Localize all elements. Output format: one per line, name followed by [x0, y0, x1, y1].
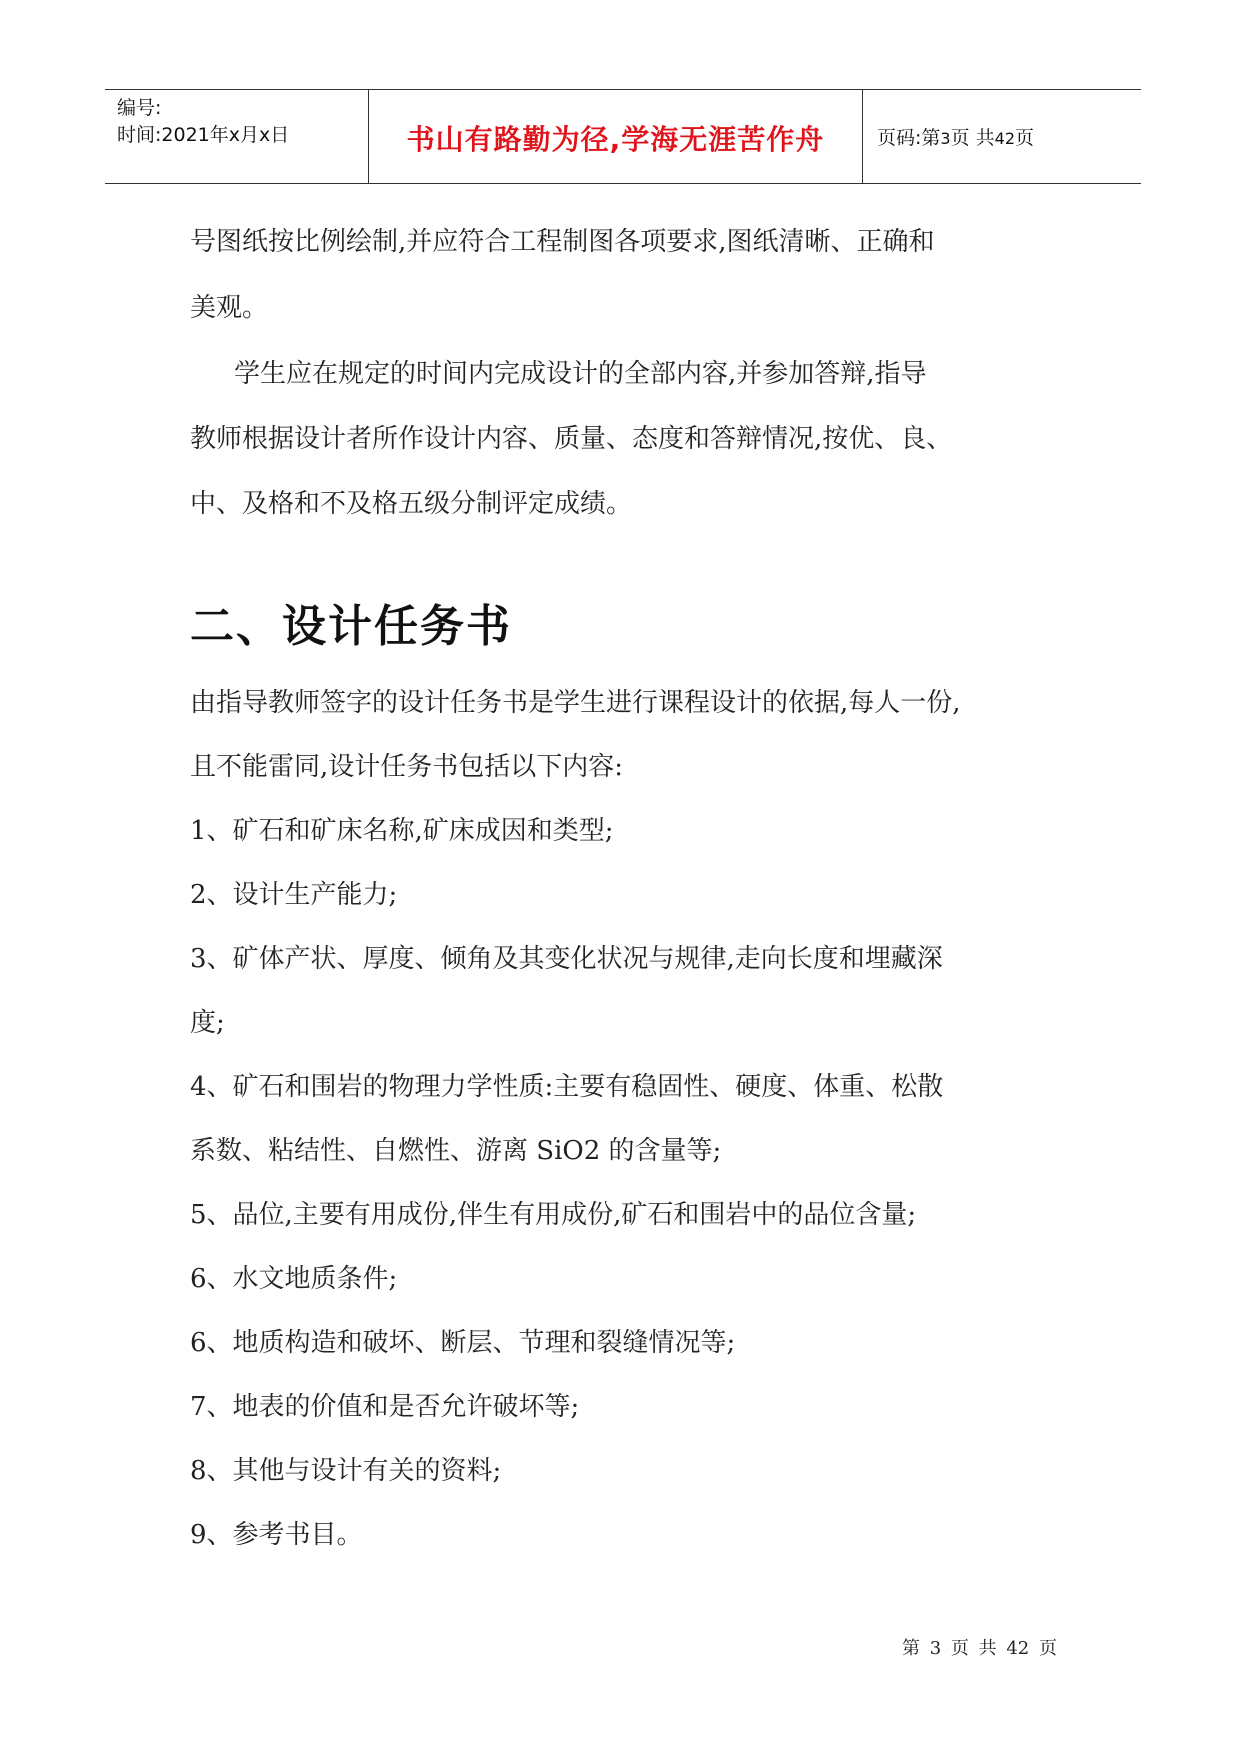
document-number-label: 编号: [117, 97, 162, 119]
document-date: 时间:2021年x月x日 [117, 124, 290, 146]
header-page-total: 42 [994, 129, 1015, 148]
list-item: 4、矿石和围岩的物理力学性质:主要有稳固性、硬度、体重、松散 [190, 1072, 944, 1102]
page-header [105, 89, 1141, 184]
section-heading: 二、设计任务书 [190, 601, 512, 652]
header-page-mid: 页 共 [950, 127, 995, 149]
list-item: 1、矿石和矿床名称,矿床成因和类型; [190, 816, 614, 846]
header-motto-cell [369, 90, 863, 183]
paragraph-line: 学生应在规定的时间内完成设计的全部内容,并参加答辩,指导 [234, 359, 927, 389]
list-item: 2、设计生产能力; [190, 880, 398, 910]
list-item: 5、品位,主要有用成份,伴生有用成份,矿石和围岩中的品位含量; [190, 1200, 917, 1230]
header-info-cell [105, 90, 369, 183]
list-item: 7、地表的价值和是否允许破坏等; [190, 1392, 580, 1422]
list-item-continuation: 系数、粘结性、自燃性、游离 SiO2 的含量等; [190, 1136, 722, 1166]
list-item: 6、水文地质条件; [190, 1264, 398, 1294]
paragraph-line: 美观。 [190, 293, 269, 323]
page-footer: 第 3 页 共 42 页 [902, 1638, 1057, 1659]
list-item: 6、地质构造和破坏、断层、节理和裂缝情况等; [190, 1328, 736, 1358]
body-line: 且不能雷同,设计任务书包括以下内容: [190, 752, 624, 782]
header-page-end: 页 [1015, 127, 1035, 149]
header-page-indicator [877, 123, 1034, 150]
paragraph-line: 中、及格和不及格五级分制评定成绩。 [190, 489, 633, 519]
body-line: 由指导教师签字的设计任务书是学生进行课程设计的依据,每人一份, [190, 688, 961, 718]
header-page-number: 3 [940, 129, 951, 148]
list-item: 8、其他与设计有关的资料; [190, 1456, 502, 1486]
header-motto: 书山有路勤为径,学海无涯苦作舟 [406, 123, 825, 156]
list-item: 9、参考书目。 [190, 1520, 363, 1550]
paragraph-line: 教师根据设计者所作设计内容、质量、态度和答辩情况,按优、良、 [190, 424, 953, 454]
list-item: 3、矿体产状、厚度、倾角及其变化状况与规律,走向长度和埋藏深 [190, 944, 943, 974]
header-page-label: 页码:第 [877, 127, 941, 149]
paragraph-line: 号图纸按比例绘制,并应符合工程制图各项要求,图纸清晰、正确和 [190, 227, 935, 257]
list-item-continuation: 度; [190, 1008, 225, 1038]
header-page-cell [863, 90, 1141, 183]
